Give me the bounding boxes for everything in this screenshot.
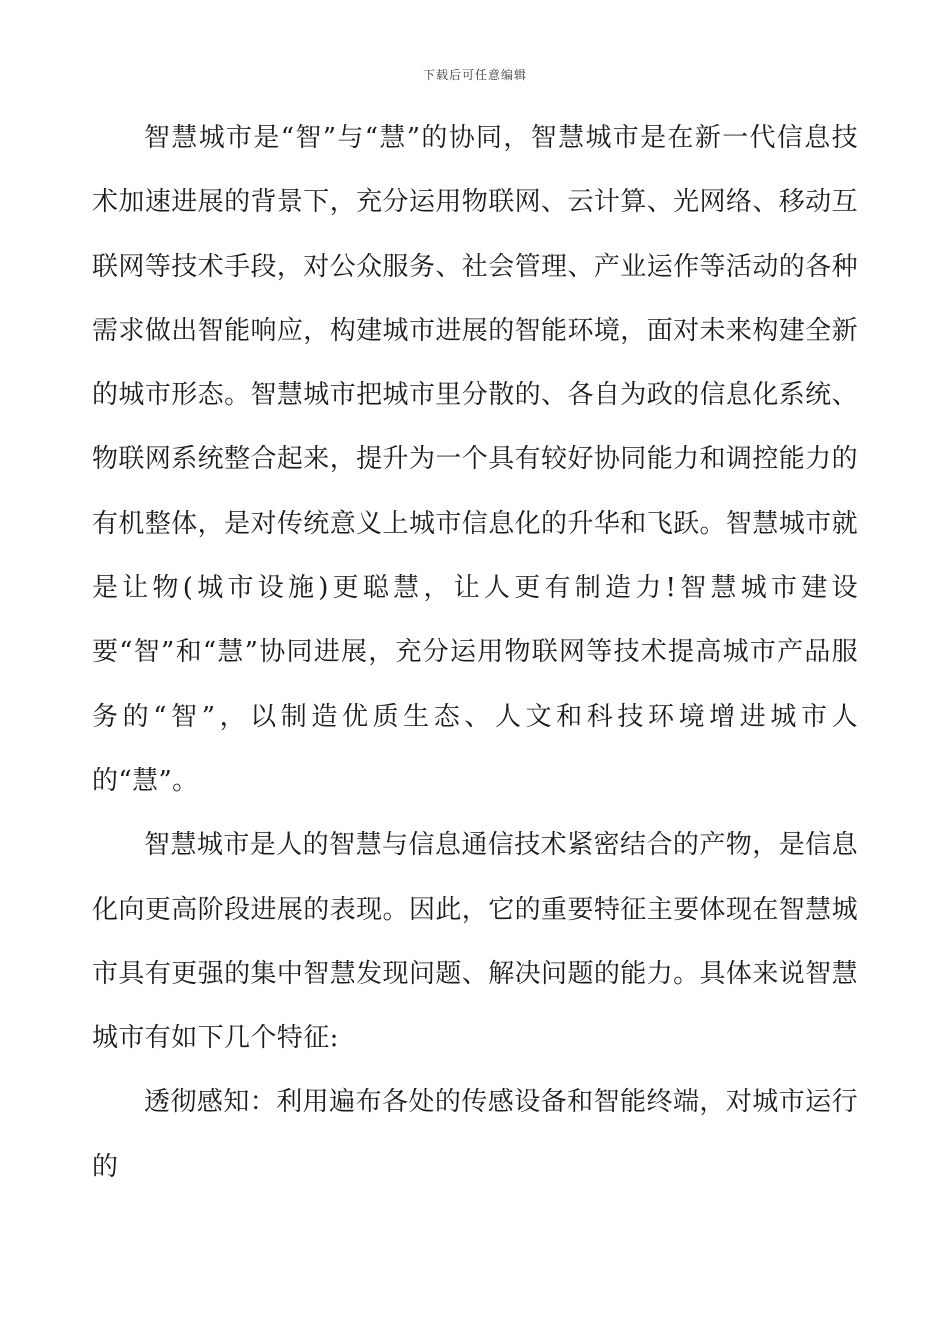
paragraph-1: 智慧城市是“智”与“慧”的协同，智慧城市是在新一代信息技术加速进展的背景下，充分运用物联网、云计算、光网络、移动互联网等技术手段，对公众服务、社会管理、产业运作等活动的各种需求做出智能响应，构建城市进展的智能环境，面对未来构建全新的城市形态。智慧城市把城市里分散的、各自为政的信息化系统、物联网系统整合起来，提升为一个具有较好协同能力和调控能力的有机整体，是对传统意义上城市信息化的升华和飞跃。智慧城市就是让物(城市设施)更聪慧，让人更有制造力!智慧城市建设要“智”和“慧”协同进展，充分运用物联网等技术提高城市产品服务的“智”，以制造优质生态、人文和科技环境增进城市人的“慧”。: [92, 123, 858, 796]
paragraph-3: 透彻感知：利用遍布各处的传感设备和智能终端，对城市运行的: [92, 1087, 858, 1182]
paragraph-2: 智慧城市是人的智慧与信息通信技术紧密结合的产物，是信息化向更高阶段进展的表现。因此，它的重要特征主要体现在智慧城市具有更强的集中智慧发现问题、解决问题的能力。具体来说智慧城市有如下几个特征:: [92, 830, 858, 1054]
document-body: [92, 106, 858, 1199]
header-note: 下载后可任意编辑: [422, 68, 527, 82]
